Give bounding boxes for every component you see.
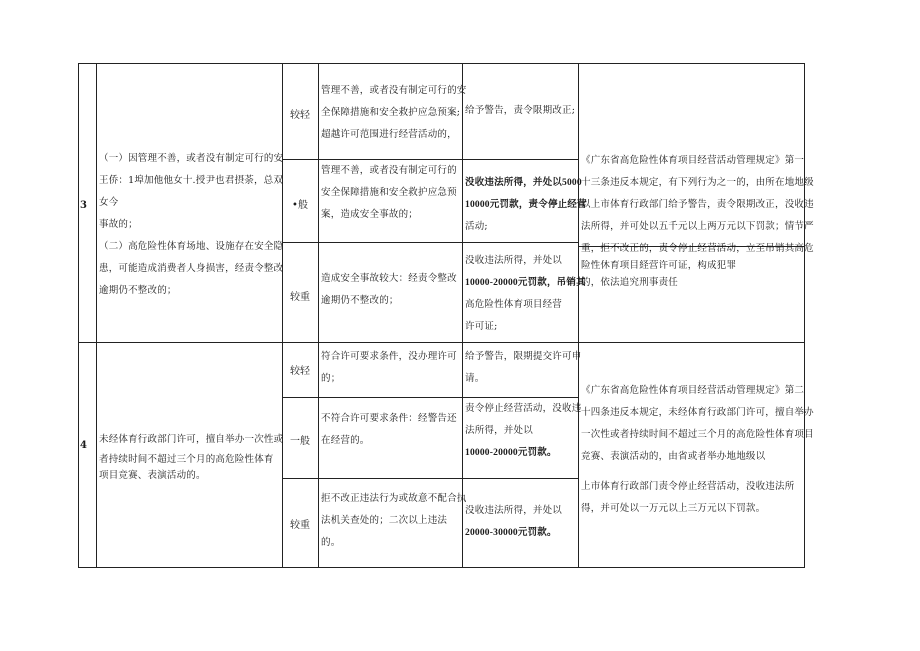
row-separator [78,342,805,343]
table-border-top [78,63,805,64]
violation-description: （一）因管理不善，或者没有制定可行的安 王侨：1埠加他他女十.授尹也君摂荼，总双 女今 事故的； （二）高危险性体育场地、设施存在安全隐 患，可能造成消费者人身损害，经责令整改 逾期仍不整改的； [99,153,284,296]
circumstance-text: 符合许可要求条件，没办理许可 的； [321,351,457,384]
table-divider-number [96,63,97,568]
penalty-text: 没收违法所得，并处以5000 10000元罚款，责令停止经营 活动; [465,178,587,232]
circumstance-text: 拒不改正违法行为或故意不配合执 法机关查处的；二次以上违法 的。 [321,493,467,548]
row-number: 3 [80,200,87,211]
penalty-text: 给予警告，责令限期改正; [465,105,576,116]
level-label: 一般 [290,436,310,447]
table-divider-level [318,63,319,568]
table-border-left [78,63,79,568]
circumstance-text: 管理不善，或者没有制定可行的安 全保障措施和安全救护应急预案; 超越许可范围进行经营活动的， [321,85,467,140]
level-label: 较轻 [290,366,310,377]
level-label: 较重 [290,520,310,531]
row4-divider-2 [282,478,578,479]
circumstance-text: 不符合许可要求条件：经警告还 在经营的。 [321,413,457,446]
violation-description: 未经体育行政部门许可，擅自举办一次性或 者持续时间不超过三个月的高危险性体育 项目竞赛、表演活动的。 [99,434,284,481]
penalty-text: 没收违法所得，并处以 20000-30000元罚款。 [465,505,563,538]
level-label: 较轻 [290,110,310,121]
legal-basis-text: 《广东省高危险性体育项目经营活动管理规定》第二 十四条违反本规定，未经体育行政部门许可，擅自举办 一次性或者持续时间不超过三个月的高危险性体育项目 竞赛、表演活动的，由省或者举办地地级以 上市体育行政部门责令停止经营活动，没收违法所 得，并可处以一万元以上三万元以下罚款。 [581,385,814,514]
circumstance-text: 管理不善，或者没有制定可行的 安全保障措施和安全救护应急预 案，造成安全事故的； [321,165,457,220]
table-border-bottom [78,567,805,568]
row-number: 4 [80,440,87,451]
circumstance-text: 造成安全事故较大：经责令整改 逾期仍不整改的； [321,273,457,306]
penalty-text: 给予警告，限期提交许可申 请。 [465,351,582,384]
row3-divider-2 [282,242,578,243]
penalty-text: 责令停止经营活动，没收违 法所得，并处以 10000-20000元罚款。 [465,403,582,458]
legal-basis-text: 《广东省高危险性体育项目经营活动管理规定》第一 十三条违反本规定，有下列行为之一的，由所在地地级 以上市体育行政部门给予警告，责令限期改正，没收违 法所得，并可处以五千元以上两万元以下罚款；情节严 重，拒不改正的，责令停止经营活动，立至吊销其高危 险性休育项目経营许可证，构成犯罪 的，依法追究刑事责任 [581,155,814,288]
table-divider-violation [282,63,283,568]
level-label: 较重 [290,292,310,303]
penalty-text: 没收违法所得，并处以 10000-20000元罚款，吊销其 高危险性体育项目经营 许可证; [465,255,586,332]
level-label: •般 [292,200,308,211]
